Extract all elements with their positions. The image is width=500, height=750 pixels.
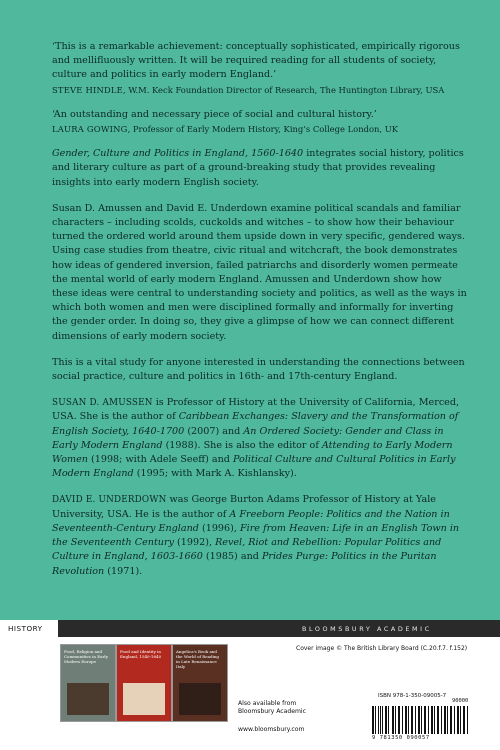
cover-image — [179, 683, 221, 715]
barcode-digits: 9 781350 090057 — [372, 735, 430, 741]
author-name: SUSAN D. AMUSSEN — [52, 398, 153, 409]
category-label: HISTORY — [8, 624, 43, 633]
publisher-website[interactable]: www.bloomsbury.com — [238, 726, 305, 733]
cover-credit: Cover image © The British Library Board (C.20.f.7. f.152) — [296, 645, 468, 652]
related-book-cover[interactable] — [60, 644, 116, 722]
price-code: 90000 — [452, 698, 469, 704]
blurb-paragraph-2: Susan D. Amussen and David E. Underdown examine political scandals and familiar characters – including scolds, cuckolds and witches – to show how their behaviour turned the ordered world around them upside down in very specific, gendered ways. Using case studies from theatre, civic ritual and witchcraft, the book demonstrates how ideas of gendered inversion, failed patriarchs and disorderly women permeate the mental world of early modern England. Amussen and Underdown show how these ideas were central to understanding society and politics, as well as the ways in which both women and men were disciplined formally and informally for inverting the gender order. In doing so, they give a glimpse of how we can connect different dimensions of early modern society. — [52, 202, 467, 342]
reviewer-affiliation: , Professor of Early Modern History, King’s College London, UK — [127, 124, 399, 135]
reviewer-name: LAURA GOWING — [52, 124, 128, 135]
review-quote-2: ‘An outstanding and necessary piece of social and cultural history.’ — [52, 108, 377, 120]
cover-image — [123, 683, 165, 715]
author-name: DAVID E. UNDERDOWN — [52, 495, 167, 506]
book-title: Gender, Culture and Politics in England, 1560-1640 — [52, 148, 304, 160]
isbn: ISBN 978-1-350-09005-7 — [378, 693, 447, 699]
related-book-cover[interactable] — [172, 644, 228, 722]
cover-image — [67, 683, 109, 715]
reviewer-name: STEVE HINDLE — [52, 84, 123, 95]
related-book-cover[interactable] — [116, 644, 172, 722]
back-cover-text — [52, 40, 470, 579]
related-book-title: Angelica's Book and the World of Reading in Late Renaissance Italy — [176, 649, 219, 669]
related-book-title: Food, Religion and Communities in Early Modern Europe — [64, 649, 108, 664]
review-attribution-1 — [52, 83, 470, 97]
blurb-paragraph-1: Gender, Culture and Politics in England, 1560-1640 integrates social history, politics and literary culture as part of a ground-breaking study that provides revealing insights into early modern English society. — [52, 148, 464, 188]
author-bio-1: SUSAN D. AMUSSEN is Professor of History at the University of California, Merced, USA. She is the author of Caribbean Exchanges: Slavery and the Transformation of English Society, 1640-1700 (2007) and An Ordered Society: Gender and Class in Early Modern England (1988). She is also the editor of Attending to Early Modern Women (1998; with Adele Seeff) and Political Culture and Cultural Politics in Early Modern England (1995; with Mark A. Kishlansky). — [52, 397, 460, 480]
reviewer-affiliation: , W.M. Keck Foundation Director of Research, The Huntington Library, USA — [123, 84, 445, 95]
related-book-title: Food and Identity in England, 1540-1640 — [120, 649, 162, 659]
review-attribution-2 — [52, 122, 470, 136]
blurb-paragraph-3: This is a vital study for anyone interested in understanding the connections between social practice, culture and politics in 16th- and 17th-century England. — [52, 356, 465, 383]
publisher-name: BLOOMSBURY ACADEMIC — [302, 625, 432, 633]
review-quote-1: ‘This is a remarkable achievement: conceptually sophisticated, empirically rigorous and mellifluously written. It will be required reading for all students of society, culture and politics in early modern England.’ — [52, 41, 460, 81]
barcode — [372, 700, 470, 734]
author-bio-2: DAVID E. UNDERDOWN was George Burton Adams Professor of History at Yale University, USA. He is the author of A Freeborn People: Politics and the Nation in Seventeenth-Century England (1996), Fire from Heaven: Life in an English Town in the Seventeenth Century (1992), Revel, Riot and Rebellion: Popular Politics and Culture in England, 1603-1660 (1985) and Prides Purge: Politics in the Puritan Revolution (1971). — [52, 494, 460, 577]
also-available: Also available from Bloomsbury Academic — [238, 700, 306, 715]
